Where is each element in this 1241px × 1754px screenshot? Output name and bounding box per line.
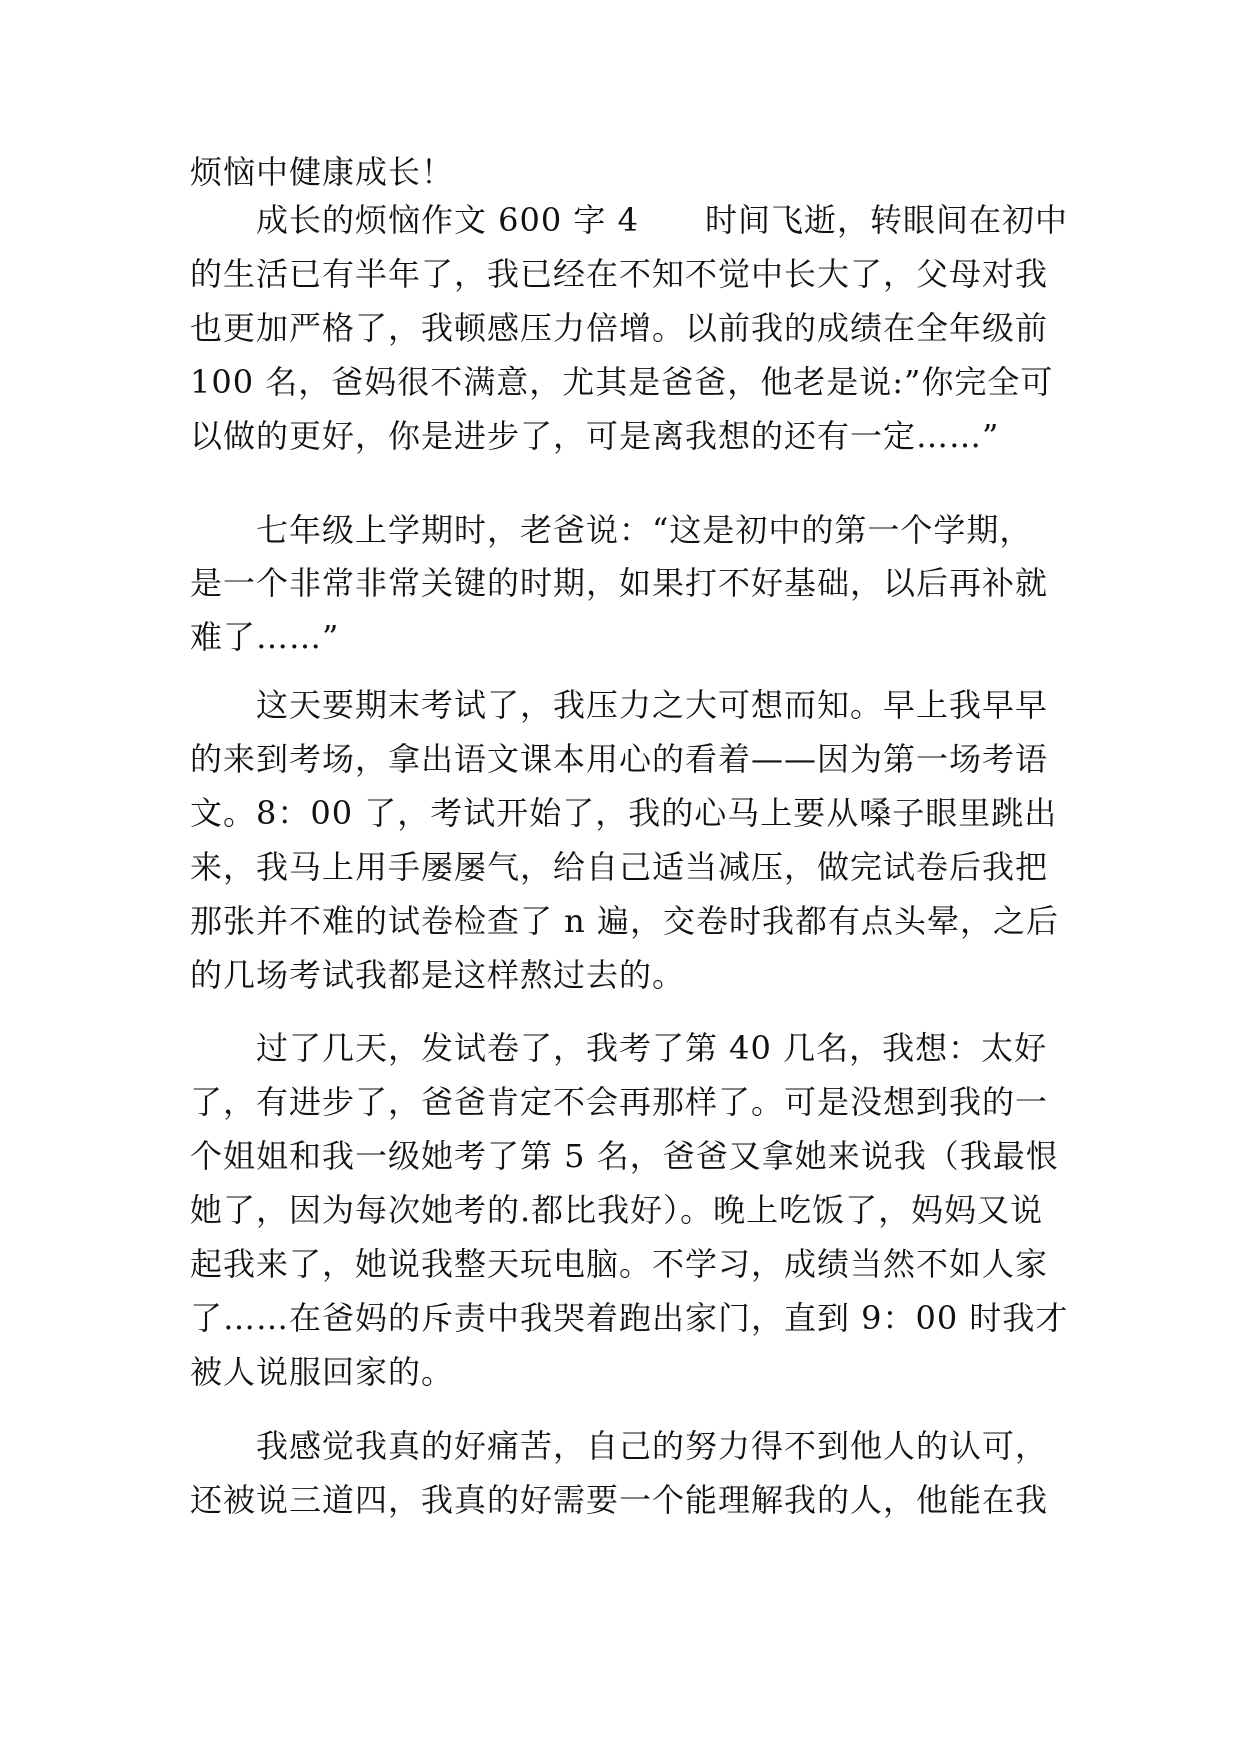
text-line: 那张并不难的试卷检查了 n 遍，交卷时我都有点头晕，之后 bbox=[190, 902, 1059, 940]
text-line: 的来到考场，拿出语文课本用心的看着——因为第一场考语 bbox=[190, 740, 1049, 778]
text-line: 还被说三道四，我真的好需要一个能理解我的人，他能在我 bbox=[190, 1481, 1049, 1519]
text-line: 文。8：00 了，考试开始了，我的心马上要从嗓子眼里跳出 bbox=[190, 794, 1058, 832]
text-line: 被人说服回家的。 bbox=[190, 1353, 455, 1391]
text-line: 过了几天，发试卷了，我考了第 40 几名，我想：太好 bbox=[256, 1029, 1048, 1067]
text-line: 个姐姐和我一级她考了第 5 名，爸爸又拿她来说我（我最恨 bbox=[190, 1137, 1059, 1175]
text-line: 烦恼中健康成长！ bbox=[190, 153, 455, 191]
text-line: 100 名，爸妈很不满意，尤其是爸爸，他老是说:”你完全可 bbox=[190, 363, 1054, 401]
text-line: 了……在爸妈的斥责中我哭着跑出家门，直到 9：00 时我才 bbox=[190, 1299, 1069, 1337]
text-line: 起我来了，她说我整天玩电脑。不学习，成绩当然不如人家 bbox=[190, 1245, 1049, 1283]
text-line: 以做的更好，你是进步了，可是离我想的还有一定……” bbox=[190, 417, 1000, 455]
text-line: 来，我马上用手屡屡气，给自己适当减压，做完试卷后我把 bbox=[190, 848, 1049, 886]
text-line: 成长的烦恼作文 600 字 4 时间飞逝，转眼间在初中 bbox=[256, 201, 1068, 239]
text-line: 难了……” bbox=[190, 618, 340, 656]
text-line: 是一个非常非常关键的时期，如果打不好基础，以后再补就 bbox=[190, 564, 1049, 602]
text-line: 的几场考试我都是这样熬过去的。 bbox=[190, 956, 686, 994]
text-line: 了，有进步了，爸爸肯定不会再那样了。可是没想到我的一 bbox=[190, 1083, 1049, 1121]
text-line: 七年级上学期时，老爸说：“这是初中的第一个学期， bbox=[256, 511, 1033, 549]
text-line: 的生活已有半年了，我已经在不知不觉中长大了，父母对我 bbox=[190, 255, 1049, 293]
text-line: 也更加严格了，我顿感压力倍增。以前我的成绩在全年级前 bbox=[190, 309, 1049, 347]
text-line: 我感觉我真的好痛苦，自己的努力得不到他人的认可， bbox=[256, 1427, 1049, 1465]
text-line: 这天要期末考试了，我压力之大可想而知。早上我早早 bbox=[256, 686, 1049, 724]
text-line: 她了，因为每次她考的.都比我好）。晚上吃饭了，妈妈又说 bbox=[190, 1191, 1044, 1229]
